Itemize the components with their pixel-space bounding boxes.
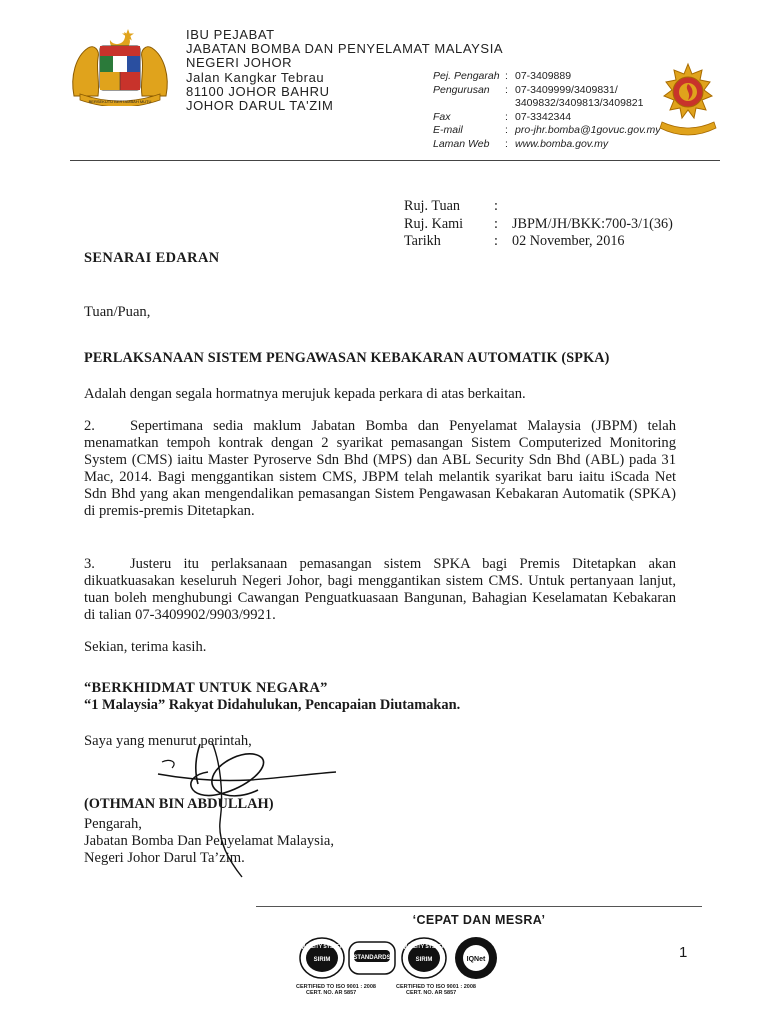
header-divider (70, 160, 720, 161)
quality-system-badge (298, 935, 346, 981)
paragraph-text: Sepertimana sedia maklum Jabatan Bomba dan Penyelamat Malaysia (JBPM) telah menamatkan tempoh kontrak dengan 2 syarikat pemasangan Sistem Computerized Monitoring System (CMS) iaitu Master Pyroserve Sdn Bhd (MPS) dan ABL Security Sdn Bhd (ABL) pada 31 Mac, 2014. Bagi menggantikan sistem CMS, JBPM telah melantik syarikat baru iaitu iScada Net Sdn Bhd yang akan mengendalikan pemasangan Sistem Pengawasan Kebakaran Automatik (SPKA) di premis-premis Ditetapkan. (84, 418, 676, 519)
page-number: 1 (679, 944, 688, 961)
address-line: IBU PEJABAT (186, 27, 275, 42)
distribution-heading: SENARAI EDARAN (84, 250, 220, 266)
badge-text: QUALITY SYSTEM (402, 944, 446, 950)
contact-value: 3409832/3409813/3409821 (515, 97, 644, 110)
certification-caption: CERTIFIED TO ISO 9001 : 2008 CERT. NO. AR 5857 (396, 984, 476, 996)
contact-label: Laman Web (433, 137, 490, 150)
contact-label (433, 97, 505, 111)
contact-label: Pengurusan (433, 83, 490, 96)
badge-mark: SIRIM (313, 957, 331, 963)
reference-row: Tarikh : 02 November, 2016 (404, 233, 625, 249)
contact-row: Laman Web : www.bomba.gov.my (433, 137, 609, 150)
contact-row: E-mail : pro-jhr.bomba@1govuc.gov.my (433, 124, 661, 137)
reference-label: Ruj. Kami (404, 215, 464, 232)
contact-value: www.bomba.gov.my (515, 137, 609, 150)
reference-label: Ruj. Tuan (404, 198, 460, 214)
address-line: JOHOR DARUL TA'ZIM (186, 98, 334, 114)
contact-label: Pej. Pengarah (433, 70, 500, 82)
address-line: Jalan Kangkar Tebrau (186, 69, 325, 85)
paragraph-number: 3. (84, 556, 95, 572)
closing-line: Sekian, terima kasih. (84, 639, 207, 655)
badge-text: QUALITY SYSTEM (300, 944, 344, 950)
signatory-name: (OTHMAN BIN ABDULLAH) (84, 796, 274, 812)
contact-row: Pengurusan : 07-3409999/3409831/ (433, 83, 618, 96)
reference-label: Tarikh (404, 233, 441, 249)
contact-value: 07-3342344 (515, 110, 572, 123)
paragraph-2 (84, 418, 676, 520)
contact-row: Fax : 07-3342344 (433, 110, 572, 123)
title-line: Jabatan Bomba Dan Penyelamat Malaysia, (84, 833, 335, 849)
contact-value: 07-3409889 (515, 70, 572, 82)
slogan-line-1: “BERKHIDMAT UNTUK NEGARA” (84, 680, 328, 696)
footer-divider (256, 906, 702, 907)
paragraph-text: Justeru itu perlaksanaan pemasangan sistem SPKA bagi Premis Ditetapkan akan dikuatkuasakan keseluruh Negeri Johor, bagi menggantikan sistem CMS. Untuk pertanyaan lanjut, tuan boleh menghubungi Cawangan Penguatkuasaan Bangunan, Bahagian Keselamatan Kebakaran di talian 07-3409902/9903/9921. (84, 556, 676, 623)
certification-caption: CERTIFIED TO ISO 9001 : 2008 CERT. NO. AR 5857 (296, 984, 376, 996)
contact-row: Pej. Pengarah : 07-3409889 (433, 70, 572, 82)
malaysia-coat-of-arms (66, 26, 174, 106)
reference-row: Ruj. Kami : JBPM/JH/BKK:700-3/1(36) (404, 215, 673, 232)
contact-label: Fax (433, 110, 451, 123)
paragraph-number: 2. (84, 418, 95, 434)
address-line: JABATAN BOMBA DAN PENYELAMAT MALAYSIA (186, 41, 504, 57)
signatory-title (84, 816, 334, 867)
reference-row: Ruj. Tuan : (404, 198, 498, 214)
letterhead-contacts (433, 70, 660, 152)
badge-text: STANDARDS (353, 955, 391, 961)
contact-value: 07-3409999/3409831/ (515, 83, 618, 96)
paragraph-1: Adalah dengan segala hormatnya merujuk kepada perkara di atas berkaitan. (84, 386, 526, 402)
reference-value: JBPM/JH/BKK:700-3/1(36) (512, 215, 673, 232)
address-line: NEGERI JOHOR (186, 55, 293, 71)
paragraph-3 (84, 556, 676, 624)
badge-mark: SIRIM (415, 957, 433, 963)
standards-badge (348, 935, 396, 981)
reference-block (404, 198, 673, 251)
address-line: 81100 JOHOR BAHRU (186, 83, 330, 99)
contact-row (433, 97, 660, 111)
contact-label: E-mail (433, 124, 463, 137)
quality-system-badge (400, 935, 448, 981)
subject-line: PERLAKSANAAN SISTEM PENGAWASAN KEBAKARAN AUTOMATIK (SPKA) (84, 350, 610, 366)
svg-text:BERSEKUTU BERTAMBAH MUTU: BERSEKUTU BERTAMBAH MUTU (88, 99, 152, 104)
title-line: Negeri Johor Darul Ta’zim. (84, 850, 245, 866)
title-line: Pengarah, (84, 816, 142, 832)
slogan-line-2: “1 Malaysia” Rakyat Didahulukan, Pencapaian Diutamakan. (84, 697, 461, 713)
footer-motto: ‘CEPAT DAN MESRA’ (412, 913, 546, 927)
contact-value: pro-jhr.bomba@1govuc.gov.my (515, 124, 661, 137)
bomba-emblem (654, 62, 722, 142)
badge-text: IQNet (466, 956, 486, 963)
iqnet-badge (452, 935, 500, 981)
signoff-intro: Saya yang menurut perintah, (84, 733, 252, 749)
salutation: Tuan/Puan, (84, 304, 151, 320)
reference-value: 02 November, 2016 (512, 233, 625, 249)
